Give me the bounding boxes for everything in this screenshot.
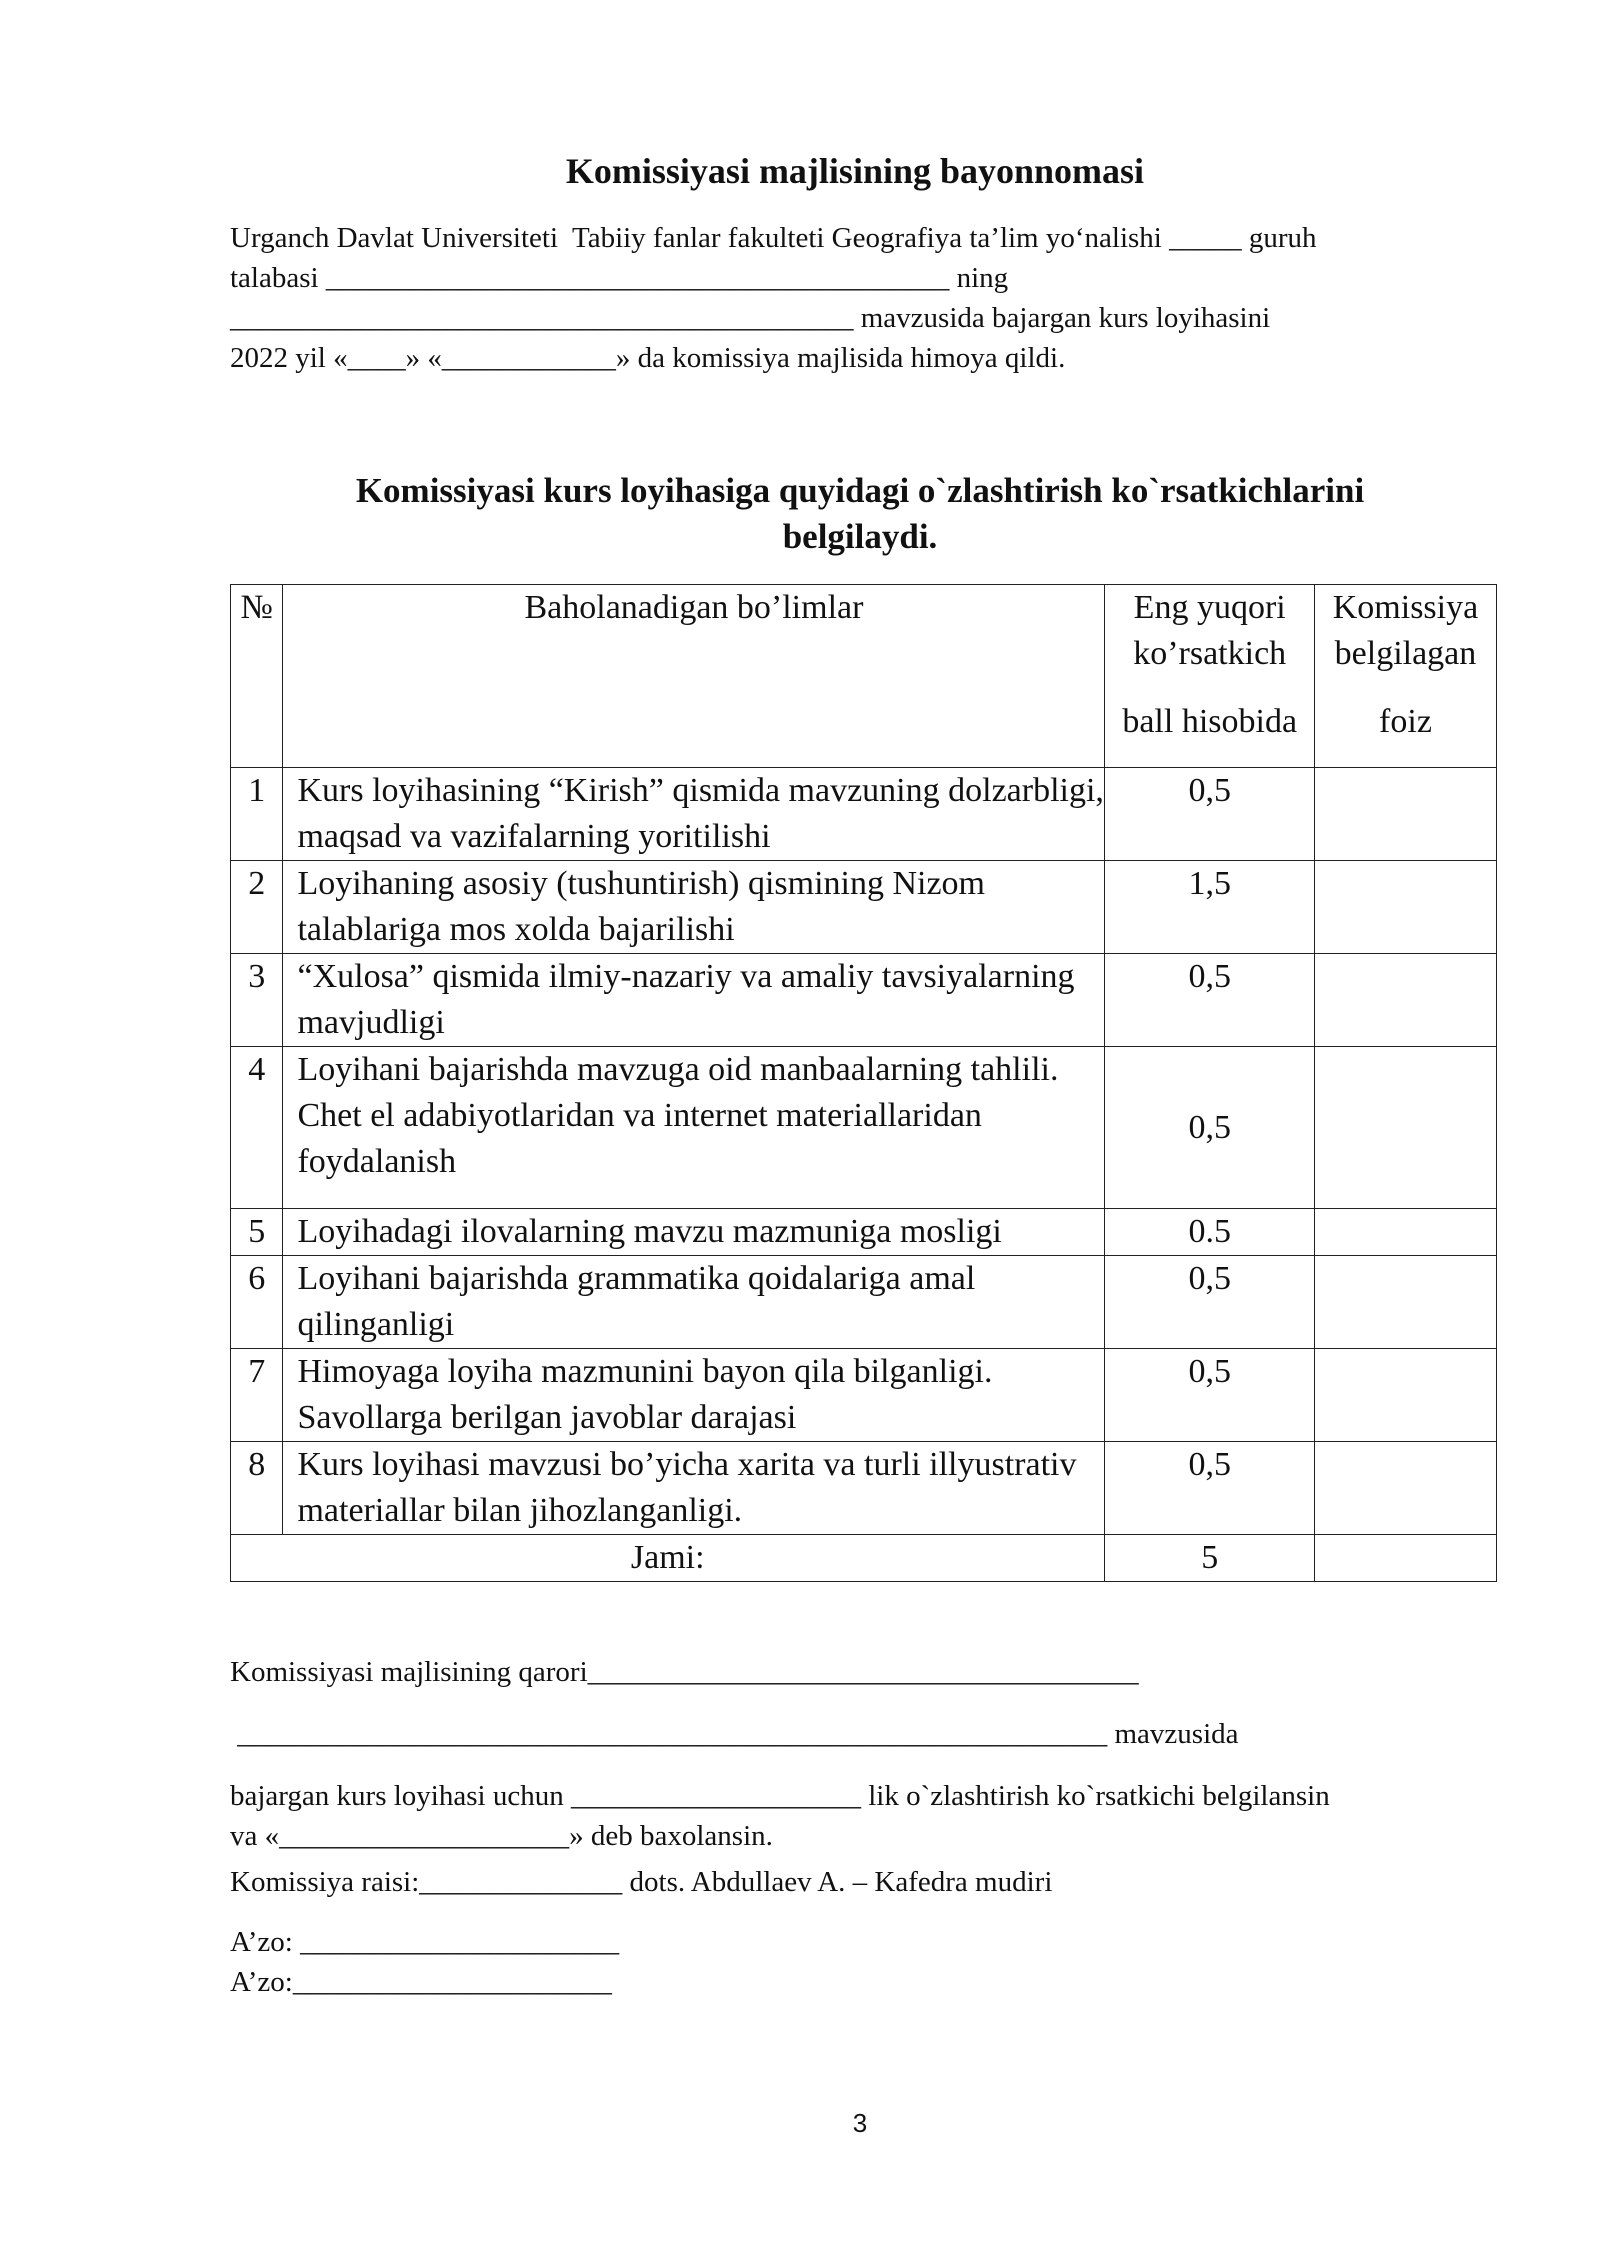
intro-line-4: 2022 yil «____» «____________» da komissiya majlisida himoya qildi.	[230, 342, 1066, 374]
row-number: 8	[231, 1442, 283, 1535]
header-number: №	[231, 585, 283, 768]
table-row	[231, 1047, 1497, 1209]
row-number: 5	[231, 1209, 283, 1256]
row-number: 7	[231, 1349, 283, 1442]
table-row	[231, 954, 1497, 1047]
row-description: Loyihani bajarishda grammatika qoidalariga amal qilinganligi	[283, 1256, 1105, 1349]
row-number: 3	[231, 954, 283, 1047]
row-number: 4	[231, 1047, 283, 1209]
row-commission-cell[interactable]	[1314, 768, 1496, 861]
row-description: Himoyaga loyiha mazmunini bayon qila bilganligi. Savollarga berilgan javoblar darajasi	[283, 1349, 1105, 1442]
intro-line-2: talabasi ___________________________________________ ning	[230, 262, 1009, 294]
row-description: Loyihaning asosiy (tushuntirish) qismining Nizom talablariga mos xolda bajarilishi	[283, 861, 1105, 954]
members-wrap	[230, 1922, 1500, 2002]
section-title-line-1: Komissiyasi kurs loyihasiga quyidagi o`zlashtirish ko`rsatkichlarini	[355, 471, 1365, 510]
table-row	[231, 1349, 1497, 1442]
decision-line-2-wrap	[230, 1714, 1500, 1754]
row-number: 2	[231, 861, 283, 954]
chair-wrap	[230, 1862, 1500, 1902]
header-max-line-3: ball hisobida	[1122, 703, 1298, 740]
table-row	[231, 1209, 1497, 1256]
header-sections: Baholanadigan bo’limlar	[283, 585, 1105, 768]
decision-line-4: va «____________________» deb baxolansin.	[230, 1820, 773, 1852]
row-commission-cell[interactable]	[1314, 954, 1496, 1047]
member-1: A’zo: ______________________	[230, 1926, 620, 1958]
row-commission-cell[interactable]	[1314, 1047, 1496, 1209]
row-description: “Xulosa” qismida ilmiy-nazariy va amaliy tavsiyalarning mavjudligi	[283, 954, 1105, 1047]
decision-line-2: ____________________________________________________________ mavzusida	[230, 1718, 1239, 1750]
header-pct-line-3: foiz	[1379, 703, 1432, 740]
header-max-line-2: ko’rsatkich	[1133, 635, 1287, 672]
row-max-score: 0,5	[1105, 1256, 1315, 1349]
decision-line-1: Komissiyasi majlisining qarori______________________________________	[230, 1656, 1139, 1688]
row-commission-cell[interactable]	[1314, 1209, 1496, 1256]
intro-paragraph	[230, 218, 1480, 378]
total-commission-cell[interactable]	[1314, 1535, 1496, 1582]
table-header-row	[231, 585, 1497, 768]
page-number: 3	[852, 2108, 868, 2138]
table-row	[231, 768, 1497, 861]
row-commission-cell[interactable]	[1314, 1349, 1496, 1442]
section-title-line-2: belgilaydi.	[782, 517, 938, 556]
row-description: Loyihadagi ilovalarning mavzu mazmuniga mosligi	[283, 1209, 1105, 1256]
row-max-score: 1,5	[1105, 861, 1315, 954]
row-commission-cell[interactable]	[1314, 861, 1496, 954]
table-row	[231, 1256, 1497, 1349]
row-number: 1	[231, 768, 283, 861]
evaluation-table	[230, 584, 1497, 1582]
decision-section	[230, 1652, 1500, 1692]
table-row	[231, 861, 1497, 954]
section-title	[230, 468, 1490, 560]
decision-line-3: bajargan kurs loyihasi uchun ____________________ lik o`zlashtirish ko`rsatkichi belgilansin	[230, 1780, 1330, 1812]
table-total-row	[231, 1535, 1497, 1582]
row-max-score: 0.5	[1105, 1209, 1315, 1256]
table-row	[231, 1442, 1497, 1535]
header-max-score	[1105, 585, 1315, 768]
row-max-score: 0,5	[1105, 1349, 1315, 1442]
intro-line-3: ___________________________________________ mavzusida bajargan kurs loyihasini	[230, 302, 1271, 334]
row-description: Kurs loyihasining “Kirish” qismida mavzuning dolzarbligi, maqsad va vazifalarning yoritilishi	[283, 768, 1105, 861]
row-max-score: 0,5	[1105, 1442, 1315, 1535]
header-pct-line-2: belgilagan	[1334, 635, 1477, 672]
row-max-score: 0,5	[1105, 768, 1315, 861]
row-description: Kurs loyihasi mavzusi bo’yicha xarita va turli illyustrativ materiallar bilan jihozlanganligi.	[283, 1442, 1105, 1535]
row-number: 6	[231, 1256, 283, 1349]
header-max-line-1: Eng yuqori	[1133, 589, 1286, 626]
row-max-score: 0,5	[1105, 1047, 1315, 1209]
header-commission-percent	[1314, 585, 1496, 768]
member-2: A’zo:______________________	[230, 1966, 612, 1998]
total-label: Jami:	[231, 1535, 1105, 1582]
row-description: Loyihani bajarishda mavzuga oid manbaalarning tahlili. Chet el adabiyotlaridan va internet materiallaridan foydalanish	[283, 1047, 1105, 1209]
document-title: Komissiyasi majlisining bayonnomasi	[565, 151, 1145, 191]
decision-lines-3-4-wrap	[230, 1776, 1500, 1856]
intro-line-1: Urganch Davlat Universiteti Tabiiy fanlar fakulteti Geografiya ta’lim yo‘nalishi _____ guruh	[230, 222, 1317, 254]
header-pct-line-1: Komissiya	[1332, 589, 1479, 626]
total-value: 5	[1105, 1535, 1315, 1582]
row-max-score: 0,5	[1105, 954, 1315, 1047]
commission-chair: Komissiya raisi:______________ dots. Abdullaev A. – Kafedra mudiri	[230, 1866, 1053, 1898]
row-commission-cell[interactable]	[1314, 1256, 1496, 1349]
row-commission-cell[interactable]	[1314, 1442, 1496, 1535]
